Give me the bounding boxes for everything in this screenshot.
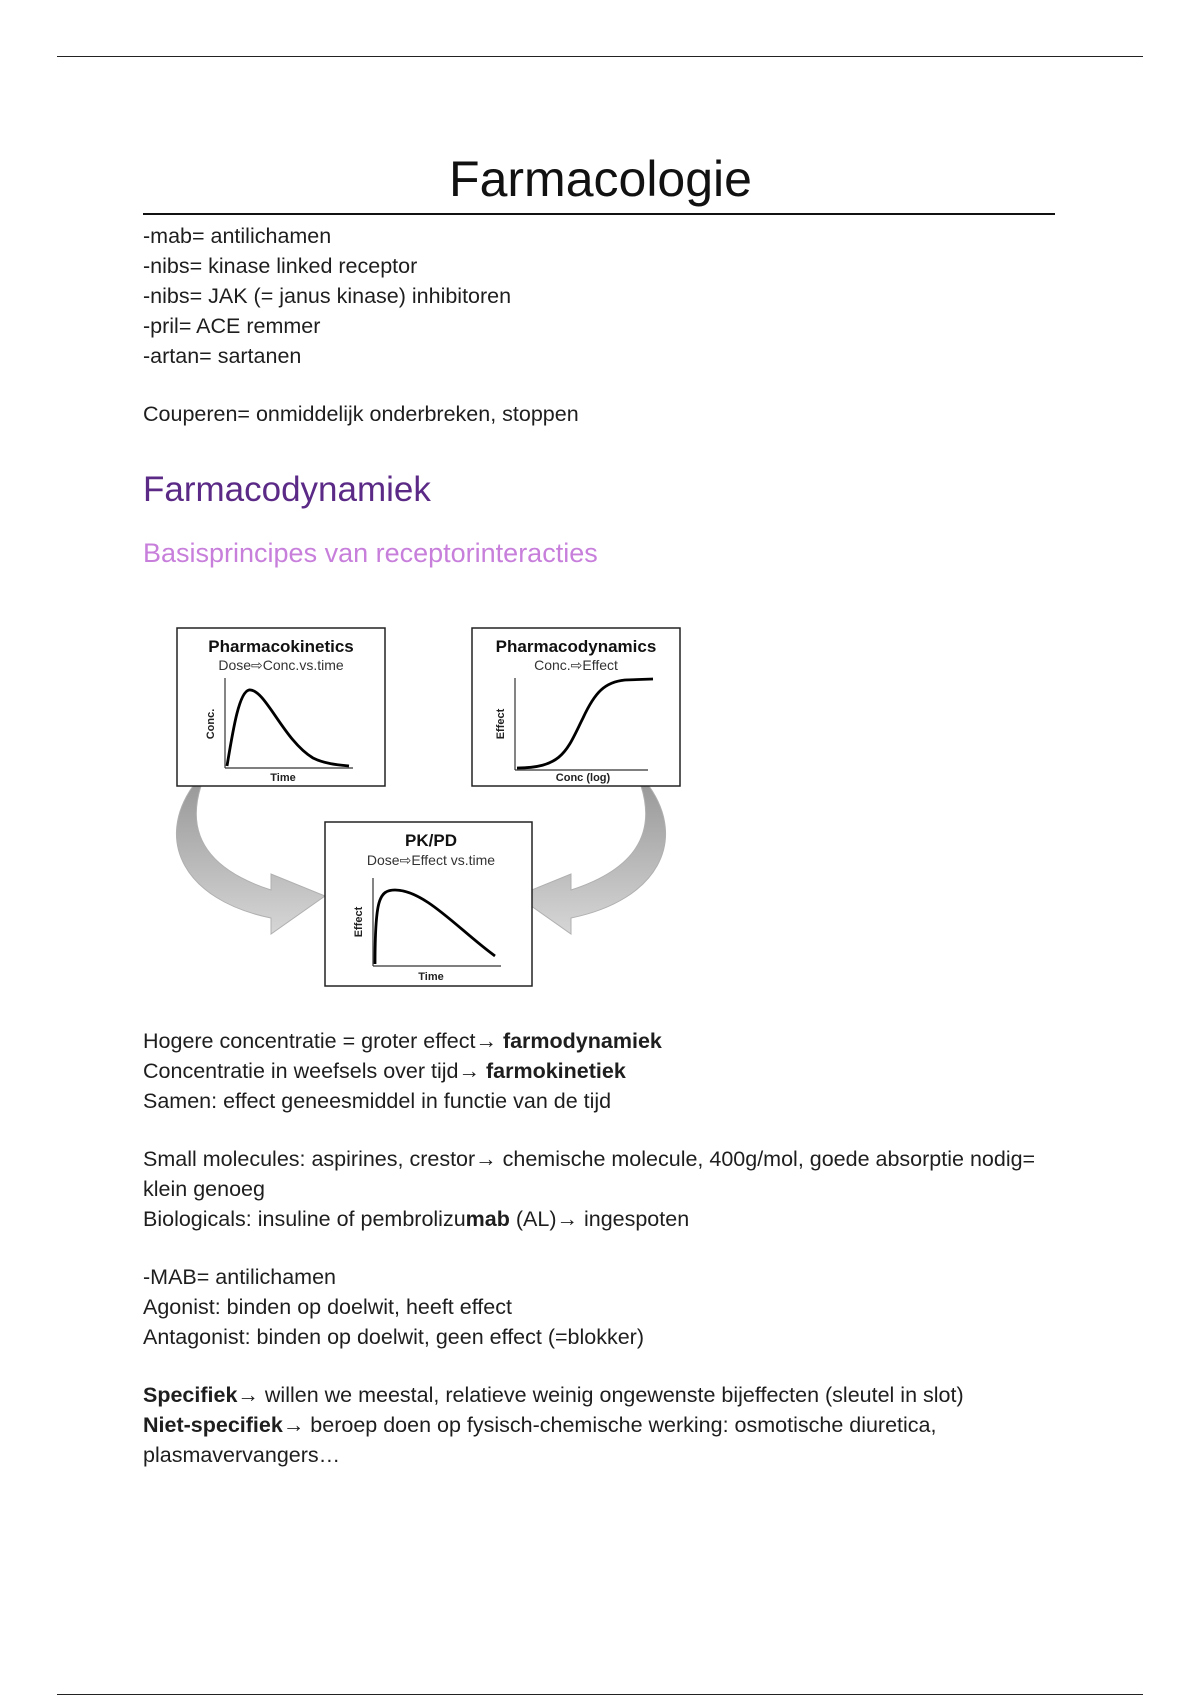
text-run: → beroep doen op fysisch-chemische werking: osmotische diuretica, plasmavervangers… [143,1413,937,1467]
couperen-definition: Couperen= onmiddelijk onderbreken, stoppen [143,402,579,426]
pk-subtitle: Dose⇨Conc.vs.time [218,657,344,673]
suffix-item: -nibs= JAK (= janus kinase) inhibitoren [143,284,512,308]
pk-ylabel: Conc. [205,708,217,740]
pkpd-ylabel: Effect [353,906,365,938]
bold-term: farmokinetiek [485,1059,626,1083]
paragraph-line: -MAB= antilichamen [143,1265,336,1289]
bold-term: Specifiek [143,1383,238,1407]
title-underline [143,213,1055,215]
pd-title: Pharmacodynamics [495,637,657,656]
bottom-rule [57,1694,1143,1695]
pkpd-xlabel: Time [418,971,444,983]
paragraph-line [143,1056,1058,1086]
suffix-item: -mab= antilichamen [143,224,332,248]
paragraph-line [143,1204,1058,1234]
text-run: Hogere concentratie = groter effect→ [143,1029,503,1053]
pd-panel [472,628,680,786]
top-rule [57,56,1143,57]
text-run: Biologicals: insuline of pembrolizu [143,1207,466,1231]
pd-xlabel: Conc (log) [555,772,611,784]
page-title: Farmacologie [449,151,752,207]
left-curved-arrow [176,786,325,934]
pk-title: Pharmacokinetics [208,637,354,656]
pkpd-subtitle: Dose⇨Effect vs.time [366,852,496,868]
paragraph-line [143,1380,1058,1410]
pkpd-diagram [143,600,703,1000]
pk-panel [177,628,385,786]
suffix-item: -artan= sartanen [143,344,302,368]
pd-subtitle: Conc.⇨Effect [534,657,618,673]
heading-farmacodynamiek: Farmacodynamiek [143,470,431,509]
text-run: → willen we meestal, relatieve weinig ongewenste bijeffecten (sleutel in slot) [237,1383,964,1407]
text-run: Concentratie in weefsels over tijd→ [143,1059,486,1083]
pkpd-figure [143,600,703,1000]
body-text [143,1026,1058,1470]
paragraph-line [143,1410,1058,1470]
text-run: (AL)→ ingespoten [509,1207,690,1231]
pkpd-title: PK/PD [405,831,457,850]
bold-term: mab [465,1207,510,1231]
paragraph-line: Antagonist: binden op doelwit, geen effect (=blokker) [143,1325,644,1349]
suffix-item: -nibs= kinase linked receptor [143,254,418,278]
paragraph-line: Samen: effect geneesmiddel in functie van de tijd [143,1089,612,1113]
paragraph-line: Agonist: binden op doelwit, heeft effect [143,1295,512,1319]
right-curved-arrow [517,786,666,934]
pk-xlabel: Time [270,772,296,784]
bold-term: Niet-specifiek [143,1413,283,1437]
pkpd-panel [325,822,532,986]
heading-basisprincipes: Basisprincipes van receptorinteracties [143,538,598,568]
paragraph-line: Small molecules: aspirines, crestor→ chemische molecule, 400g/mol, goede absorptie nodig= klein genoeg [143,1147,1036,1201]
suffix-list [143,221,1058,429]
paragraph-line [143,1026,1058,1056]
suffix-item: -pril= ACE remmer [143,314,321,338]
pd-ylabel: Effect [495,708,507,740]
bold-term: farmodynamiek [502,1029,662,1053]
